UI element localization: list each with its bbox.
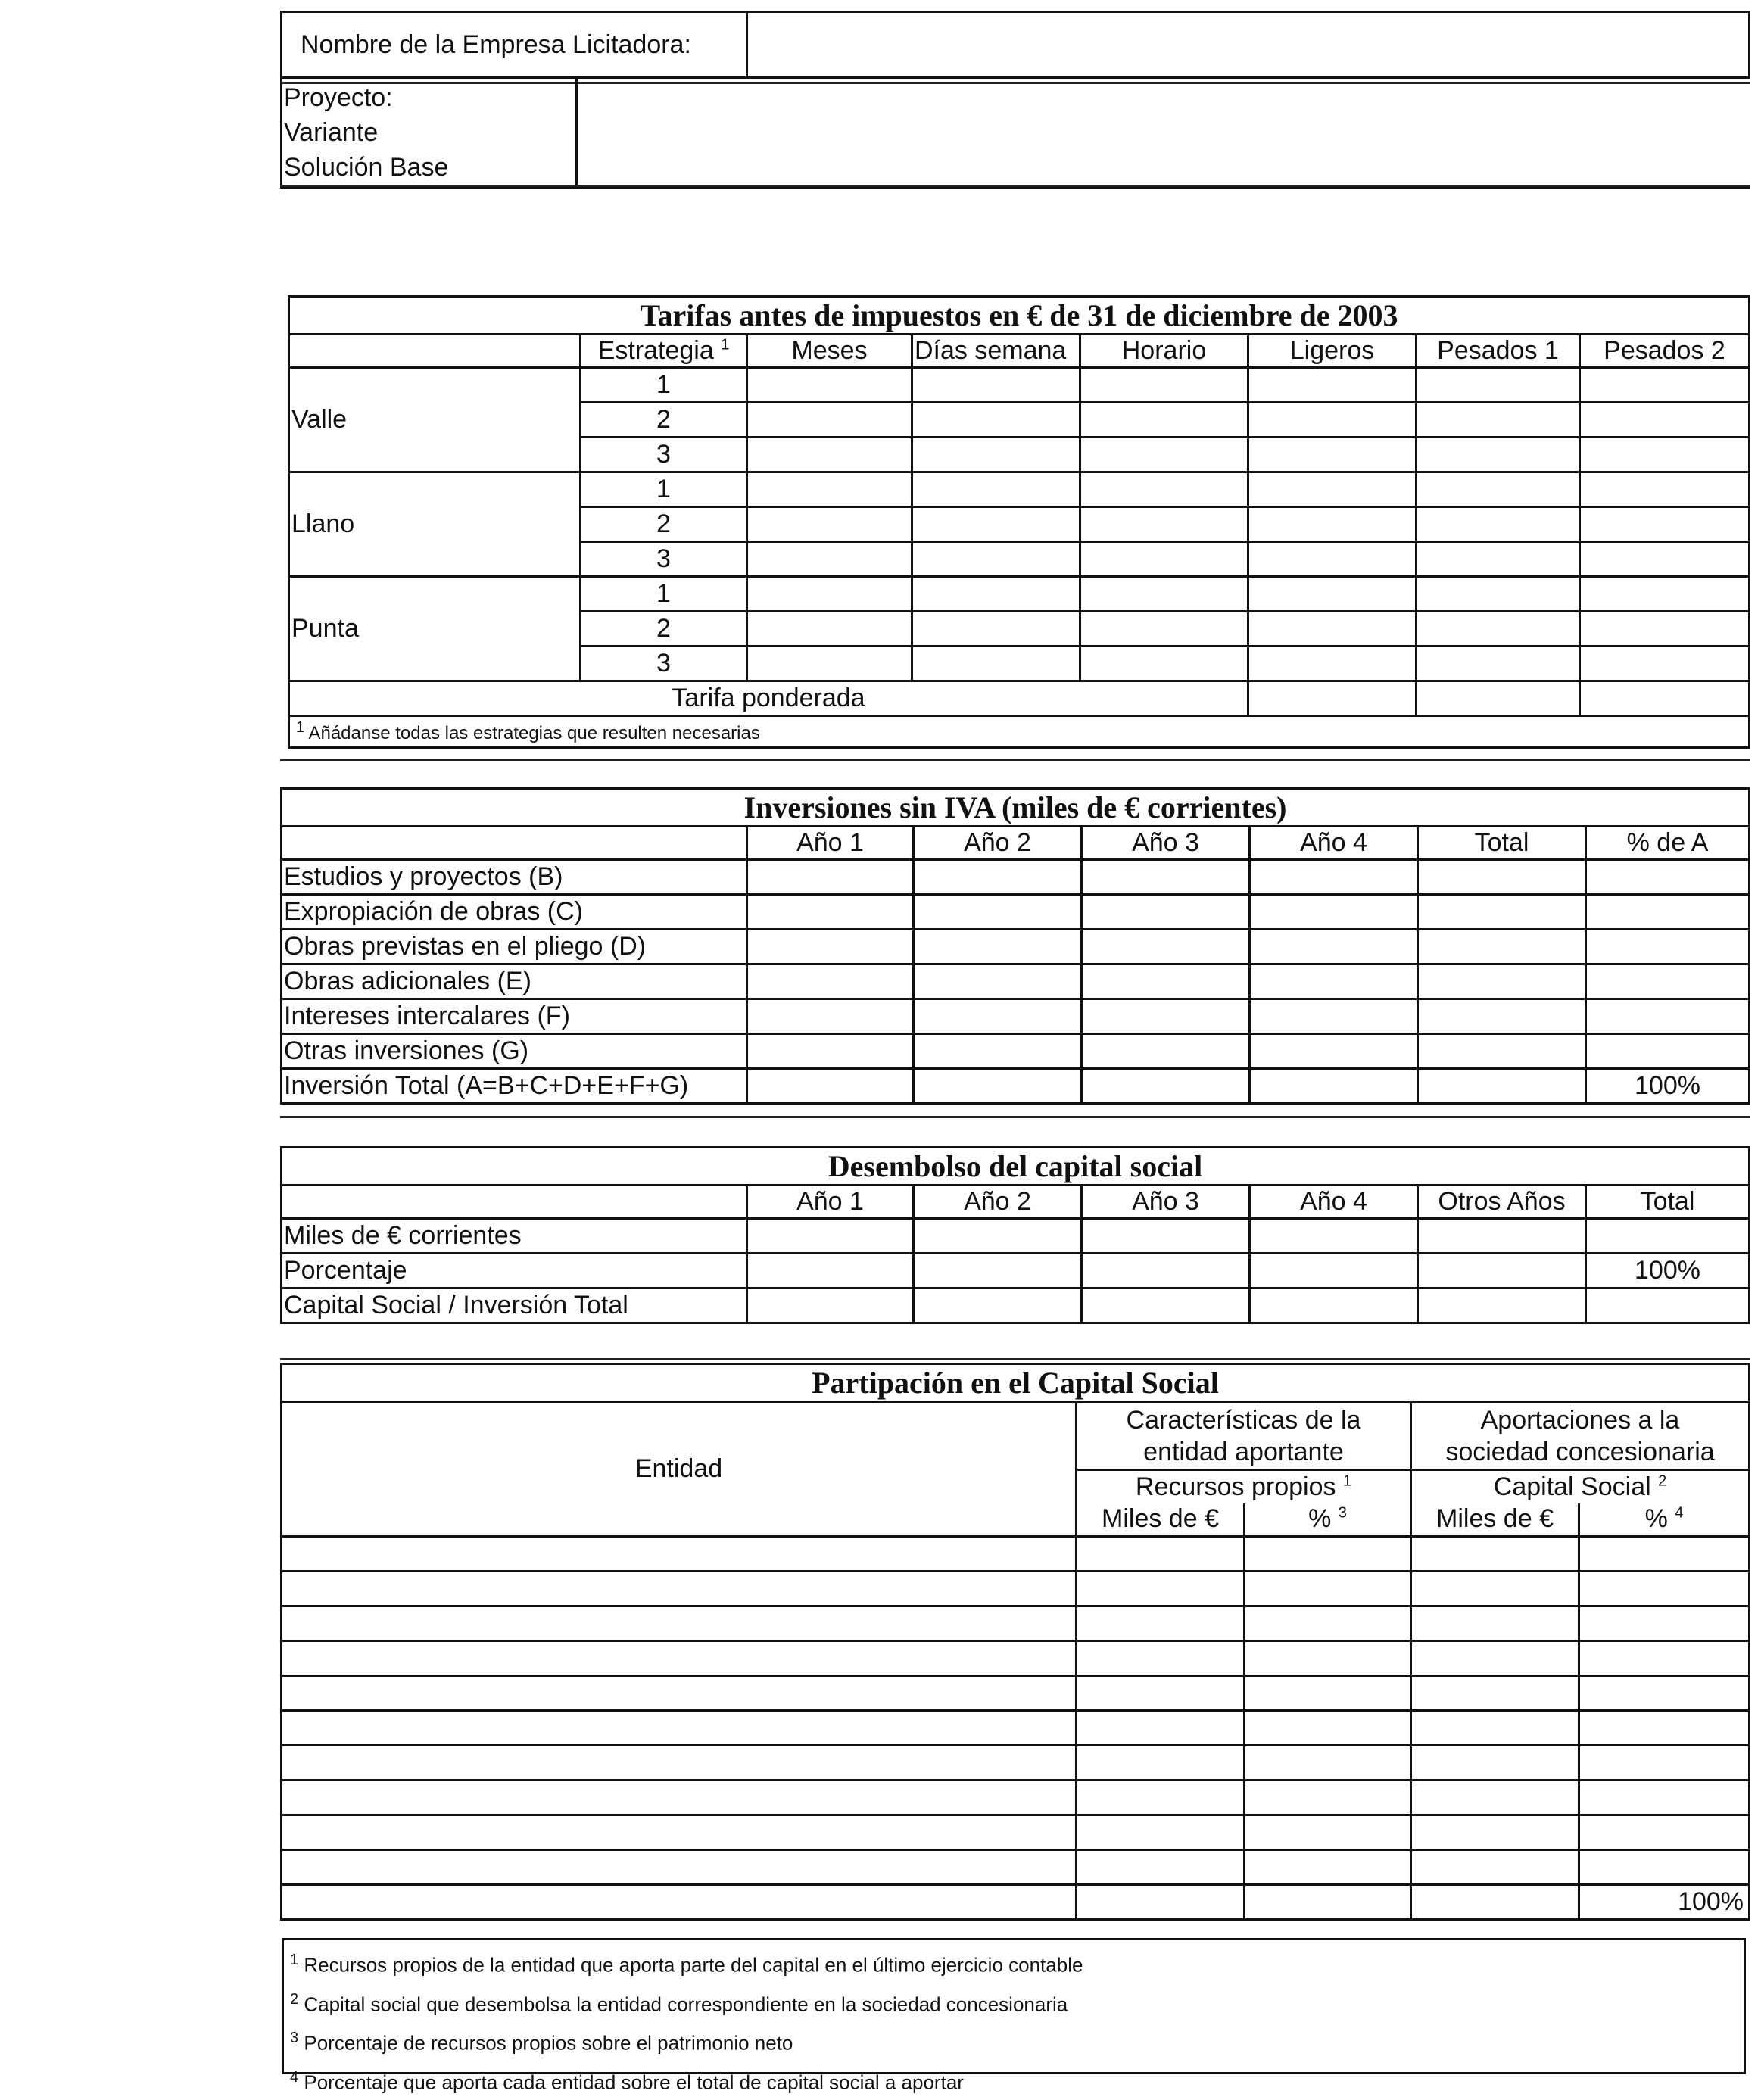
entity-input[interactable] xyxy=(282,1537,1077,1572)
input-cell[interactable] xyxy=(747,1288,914,1323)
input-cell[interactable] xyxy=(1579,1746,1750,1781)
input-cell[interactable] xyxy=(747,999,914,1034)
input-cell[interactable] xyxy=(1411,1885,1579,1920)
input-cell[interactable] xyxy=(1077,1885,1245,1920)
strategy-cell: 1 xyxy=(581,577,747,612)
project-labels xyxy=(282,79,577,188)
input-cell[interactable] xyxy=(747,612,912,647)
group-punta: Punta xyxy=(289,577,581,681)
col-ligeros: Ligeros xyxy=(1248,335,1417,368)
note-text: Porcentaje que aporta cada entidad sobre el total de capital social a aportar xyxy=(304,2070,964,2094)
input-cell[interactable] xyxy=(912,368,1080,403)
col-pesados-1: Pesados 1 xyxy=(1417,335,1580,368)
input-cell[interactable] xyxy=(912,403,1080,438)
input-cell[interactable] xyxy=(1077,1641,1245,1676)
input-cell[interactable] xyxy=(914,1034,1082,1069)
input-cell[interactable] xyxy=(1245,1572,1411,1606)
col-ano-3: Año 3 xyxy=(1082,827,1250,860)
input-cell[interactable] xyxy=(912,507,1080,542)
desembolso-title: Desembolso del capital social xyxy=(282,1148,1750,1186)
entity-input[interactable] xyxy=(282,1606,1077,1641)
divider xyxy=(280,1358,1750,1360)
divider xyxy=(280,185,1750,187)
input-cell[interactable] xyxy=(912,647,1080,681)
input-cell[interactable] xyxy=(1082,1069,1250,1104)
input-cell[interactable] xyxy=(1586,860,1750,895)
input-cell[interactable] xyxy=(1417,681,1580,716)
entity-input[interactable] xyxy=(282,1572,1077,1606)
input-cell[interactable] xyxy=(747,964,914,999)
strategy-cell: 2 xyxy=(581,403,747,438)
note-2 xyxy=(290,1983,1738,2022)
sub-capital-social-label: Capital Social xyxy=(1493,1472,1651,1501)
header-blank xyxy=(282,827,747,860)
input-cell[interactable] xyxy=(1411,1641,1579,1676)
row-label: Porcentaje xyxy=(282,1254,747,1288)
divider xyxy=(280,759,1750,761)
row-label: Intereses intercalares (F) xyxy=(282,999,747,1034)
desembolso-table xyxy=(280,1146,1750,1324)
project-table xyxy=(280,79,1750,189)
input-cell[interactable] xyxy=(1077,1676,1245,1711)
input-cell[interactable] xyxy=(1245,1537,1411,1572)
input-cell[interactable] xyxy=(747,542,912,577)
tarifas-title: Tarifas antes de impuestos en € de 31 de diciembre de 2003 xyxy=(289,297,1750,335)
note-text: Capital social que desembolsa la entidad correspondiente en la sociedad concesionaria xyxy=(304,1993,1068,2016)
input-cell[interactable] xyxy=(1579,1606,1750,1641)
input-cell[interactable] xyxy=(1586,1288,1750,1323)
row-label: Estudios y proyectos (B) xyxy=(282,860,747,895)
input-cell[interactable] xyxy=(1417,403,1580,438)
col-ano-4: Año 4 xyxy=(1250,1186,1418,1219)
input-cell[interactable] xyxy=(1248,612,1417,647)
input-cell[interactable] xyxy=(1580,647,1750,681)
entity-input[interactable] xyxy=(282,1850,1077,1885)
input-cell[interactable] xyxy=(914,895,1082,930)
input-cell[interactable] xyxy=(1250,860,1418,895)
input-cell[interactable] xyxy=(1250,930,1418,964)
input-cell[interactable] xyxy=(1080,647,1248,681)
note-text: Porcentaje de recursos propios sobre el patrimonio neto xyxy=(304,2031,793,2055)
input-cell[interactable] xyxy=(1411,1711,1579,1746)
input-cell[interactable] xyxy=(1080,438,1248,472)
input-cell[interactable] xyxy=(1250,1288,1418,1323)
strategy-cell: 2 xyxy=(581,507,747,542)
input-cell[interactable] xyxy=(914,1254,1082,1288)
input-cell[interactable] xyxy=(1082,1034,1250,1069)
sub-recursos-propios xyxy=(1077,1470,1411,1503)
input-cell[interactable] xyxy=(1082,1288,1250,1323)
input-cell[interactable] xyxy=(747,577,912,612)
input-cell[interactable] xyxy=(1418,1069,1586,1104)
input-cell[interactable] xyxy=(1579,1641,1750,1676)
input-cell[interactable] xyxy=(1248,472,1417,507)
input-cell[interactable] xyxy=(747,930,914,964)
note-number: 2 xyxy=(290,1990,299,2008)
company-label: Nombre de la Empresa Licitadora: xyxy=(282,12,747,78)
group-llano: Llano xyxy=(289,472,581,577)
input-cell[interactable] xyxy=(1580,438,1750,472)
col-ano-3: Año 3 xyxy=(1082,1186,1250,1219)
col-dias-semana: Días semana xyxy=(912,335,1080,368)
participacion-notes xyxy=(282,1938,1746,2094)
input-cell[interactable] xyxy=(1245,1781,1411,1815)
input-cell[interactable] xyxy=(1418,1034,1586,1069)
input-cell[interactable] xyxy=(1579,1676,1750,1711)
input-cell[interactable] xyxy=(1417,368,1580,403)
input-cell[interactable] xyxy=(1245,1711,1411,1746)
col-miles-2: Miles de € xyxy=(1411,1503,1579,1537)
input-cell[interactable] xyxy=(1579,1781,1750,1815)
input-cell[interactable] xyxy=(1411,1676,1579,1711)
entity-input[interactable] xyxy=(282,1746,1077,1781)
input-cell[interactable] xyxy=(1080,612,1248,647)
project-field[interactable] xyxy=(577,79,1751,188)
col-pesados-2: Pesados 2 xyxy=(1580,335,1750,368)
input-cell[interactable] xyxy=(747,368,912,403)
tarifas-footnote xyxy=(289,716,1750,748)
input-cell[interactable] xyxy=(1082,964,1250,999)
input-cell[interactable] xyxy=(1417,612,1580,647)
entity-input[interactable] xyxy=(282,1676,1077,1711)
note-3 xyxy=(290,2021,1738,2061)
input-cell[interactable] xyxy=(1077,1537,1245,1572)
input-cell[interactable] xyxy=(1077,1711,1245,1746)
company-field[interactable] xyxy=(747,12,1750,78)
input-cell[interactable] xyxy=(1082,999,1250,1034)
input-cell[interactable] xyxy=(912,577,1080,612)
input-cell[interactable] xyxy=(1417,647,1580,681)
total-pct-value: 100% xyxy=(1579,1885,1750,1920)
footnote-number: 1 xyxy=(296,719,305,736)
input-cell[interactable] xyxy=(1586,999,1750,1034)
input-cell[interactable] xyxy=(1411,1606,1579,1641)
participacion-table xyxy=(280,1363,1750,1921)
row-label: Otras inversiones (G) xyxy=(282,1034,747,1069)
input-cell[interactable] xyxy=(1418,895,1586,930)
total-pct-value: 100% xyxy=(1586,1069,1750,1104)
col-pct-1-label: % xyxy=(1308,1504,1332,1534)
input-cell[interactable] xyxy=(1248,542,1417,577)
input-cell[interactable] xyxy=(1077,1746,1245,1781)
strategy-cell: 3 xyxy=(581,438,747,472)
input-cell[interactable] xyxy=(1082,860,1250,895)
input-cell[interactable] xyxy=(747,507,912,542)
row-label-total: Inversión Total (A=B+C+D+E+F+G) xyxy=(282,1069,747,1104)
input-cell[interactable] xyxy=(1411,1537,1579,1572)
input-cell[interactable] xyxy=(747,403,912,438)
base-solution-label: Solución Base xyxy=(284,153,449,182)
input-cell[interactable] xyxy=(1248,438,1417,472)
total-row-blank xyxy=(282,1885,1077,1920)
input-cell[interactable] xyxy=(1080,577,1248,612)
input-cell[interactable] xyxy=(747,860,914,895)
entity-input[interactable] xyxy=(282,1781,1077,1815)
col-ano-4: Año 4 xyxy=(1250,827,1418,860)
tarifas-table xyxy=(288,295,1750,749)
input-cell[interactable] xyxy=(1411,1572,1579,1606)
input-cell[interactable] xyxy=(1080,403,1248,438)
input-cell[interactable] xyxy=(1418,860,1586,895)
input-cell[interactable] xyxy=(1077,1572,1245,1606)
group-entidad-aportante: Características de la entidad aportante xyxy=(1077,1402,1411,1470)
input-cell[interactable] xyxy=(1250,1069,1418,1104)
input-cell[interactable] xyxy=(912,542,1080,577)
inversiones-table xyxy=(280,787,1750,1105)
input-cell[interactable] xyxy=(912,438,1080,472)
col-pct-a: % de A xyxy=(1586,827,1750,860)
input-cell[interactable] xyxy=(1579,1850,1750,1885)
weighted-tariff-label: Tarifa ponderada xyxy=(289,681,1248,716)
input-cell[interactable] xyxy=(747,1219,914,1254)
row-label: Capital Social / Inversión Total xyxy=(282,1288,747,1323)
input-cell[interactable] xyxy=(1417,472,1580,507)
sub-capital-social xyxy=(1411,1470,1750,1503)
divider xyxy=(280,1116,1750,1118)
col-horario: Horario xyxy=(1080,335,1248,368)
input-cell[interactable] xyxy=(747,438,912,472)
input-cell[interactable] xyxy=(1418,930,1586,964)
entity-input[interactable] xyxy=(282,1641,1077,1676)
col-pct-1 xyxy=(1245,1503,1411,1537)
input-cell[interactable] xyxy=(1080,542,1248,577)
entity-input[interactable] xyxy=(282,1711,1077,1746)
input-cell[interactable] xyxy=(1586,1219,1750,1254)
group-valle: Valle xyxy=(289,368,581,472)
input-cell[interactable] xyxy=(1248,507,1417,542)
row-label: Obras adicionales (E) xyxy=(282,964,747,999)
input-cell[interactable] xyxy=(1245,1641,1411,1676)
note-number: 4 xyxy=(290,2068,299,2086)
input-cell[interactable] xyxy=(1580,403,1750,438)
col-otros-anos: Otros Años xyxy=(1418,1186,1586,1219)
strategy-cell: 1 xyxy=(581,472,747,507)
input-cell[interactable] xyxy=(1245,1676,1411,1711)
footnote-ref: 1 xyxy=(721,336,730,354)
input-cell[interactable] xyxy=(1245,1850,1411,1885)
input-cell[interactable] xyxy=(1418,1219,1586,1254)
input-cell[interactable] xyxy=(747,1034,914,1069)
input-cell[interactable] xyxy=(1077,1850,1245,1885)
col-estrategia-label: Estrategia xyxy=(597,336,714,365)
input-cell[interactable] xyxy=(1245,1885,1411,1920)
row-label: Miles de € corrientes xyxy=(282,1219,747,1254)
input-cell[interactable] xyxy=(1580,681,1750,716)
input-cell[interactable] xyxy=(1248,647,1417,681)
input-cell[interactable] xyxy=(1250,1034,1418,1069)
input-cell[interactable] xyxy=(914,1219,1082,1254)
input-cell[interactable] xyxy=(1579,1537,1750,1572)
input-cell[interactable] xyxy=(1417,438,1580,472)
header-blank xyxy=(282,1186,747,1219)
input-cell[interactable] xyxy=(1586,930,1750,964)
col-total: Total xyxy=(1418,827,1586,860)
input-cell[interactable] xyxy=(1418,964,1586,999)
input-cell[interactable] xyxy=(1580,612,1750,647)
input-cell[interactable] xyxy=(1579,1711,1750,1746)
input-cell[interactable] xyxy=(1418,1288,1586,1323)
footnote-ref: 2 xyxy=(1658,1472,1667,1490)
input-cell[interactable] xyxy=(747,1254,914,1288)
input-cell[interactable] xyxy=(1411,1815,1579,1850)
footnote-text: Añádanse todas las estrategias que resulten necesarias xyxy=(308,723,760,743)
col-ano-2: Año 2 xyxy=(914,1186,1082,1219)
footnote-ref: 3 xyxy=(1338,1504,1347,1522)
note-4 xyxy=(290,2061,1738,2100)
input-cell[interactable] xyxy=(914,964,1082,999)
input-cell[interactable] xyxy=(1579,1815,1750,1850)
input-cell[interactable] xyxy=(1580,577,1750,612)
input-cell[interactable] xyxy=(1080,472,1248,507)
company-table xyxy=(280,11,1750,79)
input-cell[interactable] xyxy=(1411,1746,1579,1781)
col-miles-1: Miles de € xyxy=(1077,1503,1245,1537)
input-cell[interactable] xyxy=(914,999,1082,1034)
note-1 xyxy=(290,1943,1738,1983)
note-number: 1 xyxy=(290,1952,299,1968)
note-text: Recursos propios de la entidad que aporta parte del capital en el último ejercicio contable xyxy=(304,1953,1083,1977)
input-cell[interactable] xyxy=(747,1069,914,1104)
col-meses: Meses xyxy=(747,335,912,368)
input-cell[interactable] xyxy=(1580,542,1750,577)
col-pct-2-label: % xyxy=(1644,1504,1668,1534)
input-cell[interactable] xyxy=(1082,1254,1250,1288)
input-cell[interactable] xyxy=(1248,368,1417,403)
input-cell[interactable] xyxy=(1082,930,1250,964)
input-cell[interactable] xyxy=(1082,1219,1250,1254)
col-pct-2 xyxy=(1579,1503,1750,1537)
footnote-ref: 4 xyxy=(1675,1504,1684,1522)
input-cell[interactable] xyxy=(747,895,914,930)
input-cell[interactable] xyxy=(1248,577,1417,612)
strategy-cell: 3 xyxy=(581,542,747,577)
group-aportaciones: Aportaciones a la sociedad concesionaria xyxy=(1411,1402,1750,1470)
input-cell[interactable] xyxy=(1248,403,1417,438)
input-cell[interactable] xyxy=(1418,999,1586,1034)
sub-recursos-propios-label: Recursos propios xyxy=(1135,1472,1336,1501)
strategy-cell: 2 xyxy=(581,612,747,647)
strategy-cell: 1 xyxy=(581,368,747,403)
input-cell[interactable] xyxy=(1248,681,1417,716)
input-cell[interactable] xyxy=(914,860,1082,895)
input-cell[interactable] xyxy=(1250,999,1418,1034)
header-blank xyxy=(289,335,581,368)
entity-header: Entidad xyxy=(282,1402,1077,1537)
col-ano-1: Año 1 xyxy=(747,827,914,860)
input-cell[interactable] xyxy=(1082,895,1250,930)
strategy-cell: 3 xyxy=(581,647,747,681)
input-cell[interactable] xyxy=(1080,368,1248,403)
input-cell[interactable] xyxy=(1245,1606,1411,1641)
participacion-title: Partipación en el Capital Social xyxy=(282,1364,1750,1402)
input-cell[interactable] xyxy=(1417,577,1580,612)
input-cell[interactable] xyxy=(1418,1254,1586,1288)
project-label: Proyecto: xyxy=(284,83,393,112)
input-cell[interactable] xyxy=(1580,507,1750,542)
input-cell[interactable] xyxy=(914,930,1082,964)
input-cell[interactable] xyxy=(1077,1606,1245,1641)
input-cell[interactable] xyxy=(1245,1815,1411,1850)
input-cell[interactable] xyxy=(1250,1219,1418,1254)
entity-input[interactable] xyxy=(282,1815,1077,1850)
input-cell[interactable] xyxy=(1586,1034,1750,1069)
input-cell[interactable] xyxy=(1245,1746,1411,1781)
input-cell[interactable] xyxy=(912,612,1080,647)
input-cell[interactable] xyxy=(1417,542,1580,577)
input-cell[interactable] xyxy=(1411,1781,1579,1815)
input-cell[interactable] xyxy=(1080,507,1248,542)
input-cell[interactable] xyxy=(1077,1781,1245,1815)
input-cell[interactable] xyxy=(1580,368,1750,403)
pct-total-value: 100% xyxy=(1586,1254,1750,1288)
input-cell[interactable] xyxy=(912,472,1080,507)
input-cell[interactable] xyxy=(1586,964,1750,999)
col-ano-1: Año 1 xyxy=(747,1186,914,1219)
input-cell[interactable] xyxy=(747,472,912,507)
input-cell[interactable] xyxy=(1579,1572,1750,1606)
input-cell[interactable] xyxy=(1580,472,1750,507)
inversiones-title: Inversiones sin IVA (miles de € corrientes) xyxy=(282,789,1750,827)
input-cell[interactable] xyxy=(914,1288,1082,1323)
input-cell[interactable] xyxy=(747,647,912,681)
row-label: Obras previstas en el pliego (D) xyxy=(282,930,747,964)
input-cell[interactable] xyxy=(1586,895,1750,930)
row-label: Expropiación de obras (C) xyxy=(282,895,747,930)
variant-label: Variante xyxy=(284,118,379,147)
col-ano-2: Año 2 xyxy=(914,827,1082,860)
footnote-ref: 1 xyxy=(1342,1472,1352,1490)
input-cell[interactable] xyxy=(1417,507,1580,542)
col-estrategia xyxy=(581,335,747,368)
input-cell[interactable] xyxy=(1250,895,1418,930)
input-cell[interactable] xyxy=(914,1069,1082,1104)
note-number: 3 xyxy=(290,2030,299,2047)
input-cell[interactable] xyxy=(1250,1254,1418,1288)
input-cell[interactable] xyxy=(1077,1815,1245,1850)
input-cell[interactable] xyxy=(1250,964,1418,999)
col-total: Total xyxy=(1586,1186,1750,1219)
input-cell[interactable] xyxy=(1411,1850,1579,1885)
